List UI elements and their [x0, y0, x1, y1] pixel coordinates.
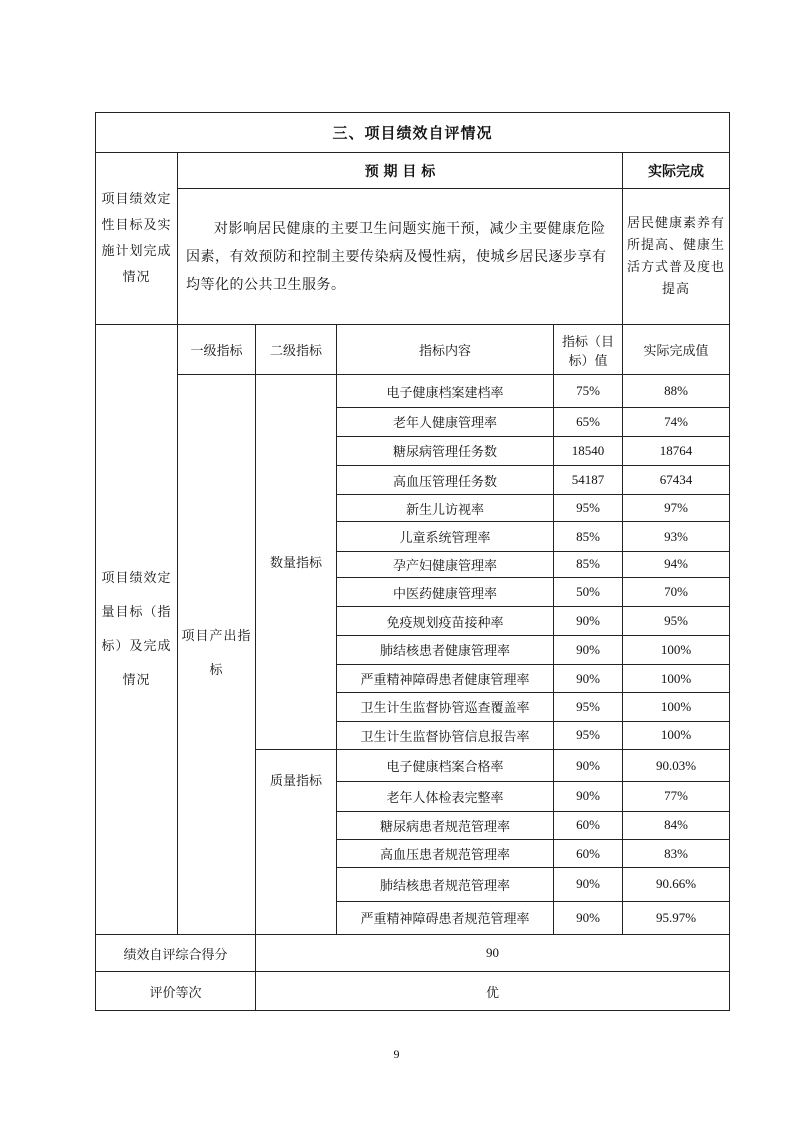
- page-number: 9: [393, 1047, 400, 1061]
- metric-target: 90%: [554, 749, 623, 781]
- metric-actual: 100%: [623, 665, 730, 693]
- metric-target: 50%: [554, 578, 623, 607]
- metric-actual: 100%: [623, 721, 730, 749]
- metric-content: 糖尿病患者规范管理率: [337, 811, 554, 839]
- metric-content: 孕产妇健康管理率: [337, 551, 554, 577]
- metric-content: 高血压管理任务数: [337, 465, 554, 494]
- metric-actual: 95%: [623, 607, 730, 635]
- metric-actual: 90.03%: [623, 749, 730, 781]
- metric-actual: 74%: [623, 408, 730, 436]
- metric-actual: 83%: [623, 839, 730, 867]
- metric-content: 卫生计生监督协管信息报告率: [337, 721, 554, 749]
- metric-target: 90%: [554, 665, 623, 693]
- metric-content: 儿童系统管理率: [337, 522, 554, 551]
- grade-label: 评价等次: [96, 972, 256, 1011]
- metric-target: 95%: [554, 693, 623, 721]
- metric-content: 电子健康档案建档率: [337, 374, 554, 407]
- metric-target: 90%: [554, 868, 623, 901]
- metric-content: 肺结核患者规范管理率: [337, 868, 554, 901]
- grade-value: 优: [256, 972, 730, 1011]
- target-header: 预 期 目 标: [178, 153, 623, 188]
- metric-target: 85%: [554, 522, 623, 551]
- metric-target: 60%: [554, 839, 623, 867]
- metric-content: 新生儿访视率: [337, 495, 554, 522]
- metric-actual: 90.66%: [623, 868, 730, 901]
- metric-actual: 70%: [623, 578, 730, 607]
- header-level2: 二级指标: [256, 325, 337, 375]
- metric-content: 严重精神障碍患者规范管理率: [337, 901, 554, 934]
- level2-label: 质量指标: [256, 749, 337, 934]
- quantitative-label: 项目绩效定量目标（指标）及完成情况: [96, 325, 178, 935]
- metric-actual: 18764: [623, 436, 730, 465]
- metric-content: 糖尿病管理任务数: [337, 436, 554, 465]
- metric-actual: 95.97%: [623, 901, 730, 934]
- metric-target: 95%: [554, 721, 623, 749]
- score-value: 90: [256, 934, 730, 971]
- performance-table: [95, 112, 730, 1011]
- metric-actual: 84%: [623, 811, 730, 839]
- actual-text: 居民健康素养有所提高、健康生活方式普及度也提高: [623, 188, 730, 325]
- metric-target: 54187: [554, 465, 623, 494]
- metric-actual: 100%: [623, 635, 730, 664]
- score-label: 绩效自评综合得分: [96, 934, 256, 971]
- metric-content: 卫生计生监督协管巡查覆盖率: [337, 693, 554, 721]
- section-title: 三、项目绩效自评情况: [96, 113, 730, 153]
- metric-target: 90%: [554, 901, 623, 934]
- metric-content: 严重精神障碍患者健康管理率: [337, 665, 554, 693]
- metric-content: 老年人体检表完整率: [337, 782, 554, 811]
- metric-content: 中医药健康管理率: [337, 578, 554, 607]
- level2-label: 数量指标: [256, 374, 337, 749]
- metric-content: 电子健康档案合格率: [337, 749, 554, 781]
- metric-target: 60%: [554, 811, 623, 839]
- metric-target: 65%: [554, 408, 623, 436]
- metric-content: 肺结核患者健康管理率: [337, 635, 554, 664]
- qualitative-label: 项目绩效定性目标及实施计划完成情况: [96, 153, 178, 325]
- metric-target: 18540: [554, 436, 623, 465]
- metric-actual: 67434: [623, 465, 730, 494]
- table-row: [96, 374, 730, 407]
- metric-content: 免疫规划疫苗接种率: [337, 607, 554, 635]
- metric-actual: 100%: [623, 693, 730, 721]
- metric-target: 85%: [554, 551, 623, 577]
- metric-actual: 88%: [623, 374, 730, 407]
- metric-target: 90%: [554, 607, 623, 635]
- header-target: 指标（目标）值: [554, 325, 623, 375]
- metric-content: 高血压患者规范管理率: [337, 839, 554, 867]
- header-level1: 一级指标: [178, 325, 256, 375]
- metric-target: 90%: [554, 782, 623, 811]
- metric-target: 90%: [554, 635, 623, 664]
- target-text: 对影响居民健康的主要卫生问题实施干预，减少主要健康危险因素，有效预防和控制主要传染病及慢性病，使城乡居民逐步享有均等化的公共卫生服务。: [178, 188, 623, 325]
- metric-actual: 94%: [623, 551, 730, 577]
- metric-content: 老年人健康管理率: [337, 408, 554, 436]
- level1-label: 项目产出指标: [178, 374, 256, 934]
- metric-actual: 97%: [623, 495, 730, 522]
- header-content: 指标内容: [337, 325, 554, 375]
- header-actual: 实际完成值: [623, 325, 730, 375]
- metric-actual: 93%: [623, 522, 730, 551]
- metric-target: 95%: [554, 495, 623, 522]
- actual-header: 实际完成: [623, 153, 730, 188]
- metric-target: 75%: [554, 374, 623, 407]
- metric-actual: 77%: [623, 782, 730, 811]
